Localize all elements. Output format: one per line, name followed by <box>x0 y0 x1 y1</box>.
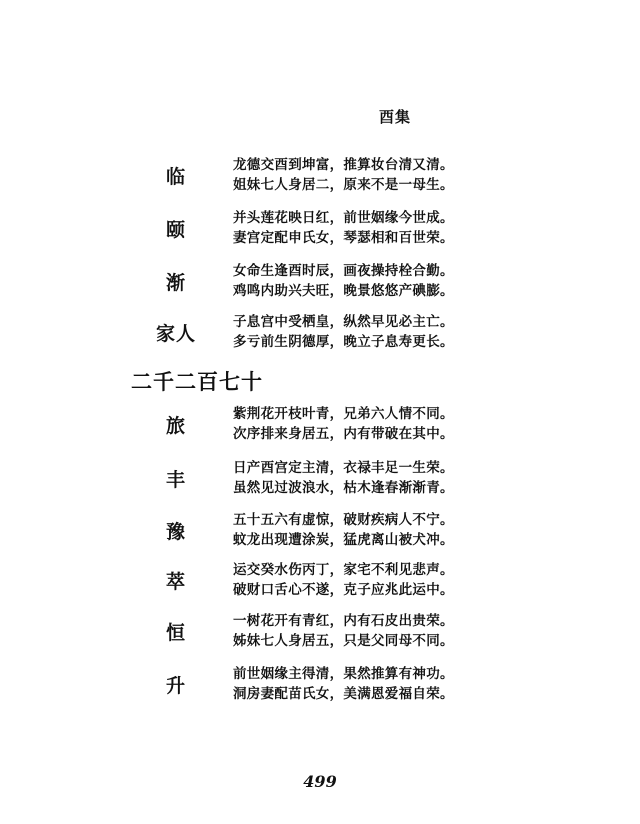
verse-line-2: 蚊龙出现遭涂炭，猛虎离山被犬冲。 <box>233 532 454 548</box>
verse-line-1: 子息宫中受栖皇，纵然早见必主亡。 <box>233 314 454 330</box>
verse-line-2: 姐妹七人身居二，原来不是一母生。 <box>233 177 454 193</box>
verse-line-2: 姊妹七人身居五，只是父同母不同。 <box>233 633 454 649</box>
verse-entry <box>0 558 640 610</box>
verse-line-1: 龙德交酉到坤富，推算妆台清又清。 <box>233 157 454 173</box>
verse-entry <box>0 508 640 560</box>
hexagram-name: 旅 <box>165 415 186 437</box>
verse-line-1: 女命生逢酉时辰，画夜操持栓合勤。 <box>233 263 454 279</box>
hexagram-name: 渐 <box>165 272 186 294</box>
hexagram-name: 升 <box>165 675 186 697</box>
hexagram-name: 恒 <box>165 622 186 644</box>
verse-line-2: 虽然见过波浪水，枯木逢春渐渐青。 <box>233 480 454 496</box>
verse-line-1: 并头莲花映日红，前世姻缘今世成。 <box>233 210 454 226</box>
verse-line-1: 日产酉宫定主清，衣禄丰足一生荣。 <box>233 460 454 476</box>
section-title: 二千二百七十 <box>131 369 263 394</box>
verse-line-1: 前世姻缘主得清，果然推算有神功。 <box>233 666 454 682</box>
hexagram-name: 豫 <box>165 521 186 543</box>
verse-entry <box>0 310 640 362</box>
verse-line-1: 一树花开有青红，内有石皮出贵荣。 <box>233 613 454 629</box>
page-number: 499 <box>303 772 337 791</box>
verse-entry <box>0 456 640 508</box>
verse-line-2: 次序排来身居五，内有带破在其中。 <box>233 426 454 442</box>
verse-line-1: 紫荆花开枝叶青，兄弟六人情不同。 <box>233 406 454 422</box>
verse-line-2: 洞房妻配苗氏女，美满恩爱福自荣。 <box>233 686 454 702</box>
verse-entry <box>0 402 640 454</box>
chapter-header: 酉集 <box>379 108 412 126</box>
verse-line-2: 多亏前生阴德厚，晚立子息寿更长。 <box>233 334 454 350</box>
verse-line-2: 鸡鸣内助兴夫旺，晚景悠悠产碘膨。 <box>233 283 454 299</box>
hexagram-name: 临 <box>165 166 186 188</box>
verse-entry <box>0 662 640 714</box>
hexagram-name: 萃 <box>165 571 186 593</box>
verse-line-2: 妻宫定配申氏女，琴瑟相和百世荣。 <box>233 230 454 246</box>
verse-line-2: 破财口舌心不遂，克子应兆此运中。 <box>233 582 454 598</box>
verse-entry <box>0 609 640 661</box>
hexagram-name: 丰 <box>165 469 186 491</box>
verse-entry <box>0 259 640 311</box>
verse-line-1: 五十五六有虚惊，破财疾病人不宁。 <box>233 512 454 528</box>
hexagram-name: 颐 <box>165 219 186 241</box>
verse-entry <box>0 153 640 205</box>
verse-line-1: 运交癸水伤丙丁，家宅不利见悲声。 <box>233 562 454 578</box>
verse-entry <box>0 206 640 258</box>
hexagram-name: 家人 <box>155 323 196 345</box>
